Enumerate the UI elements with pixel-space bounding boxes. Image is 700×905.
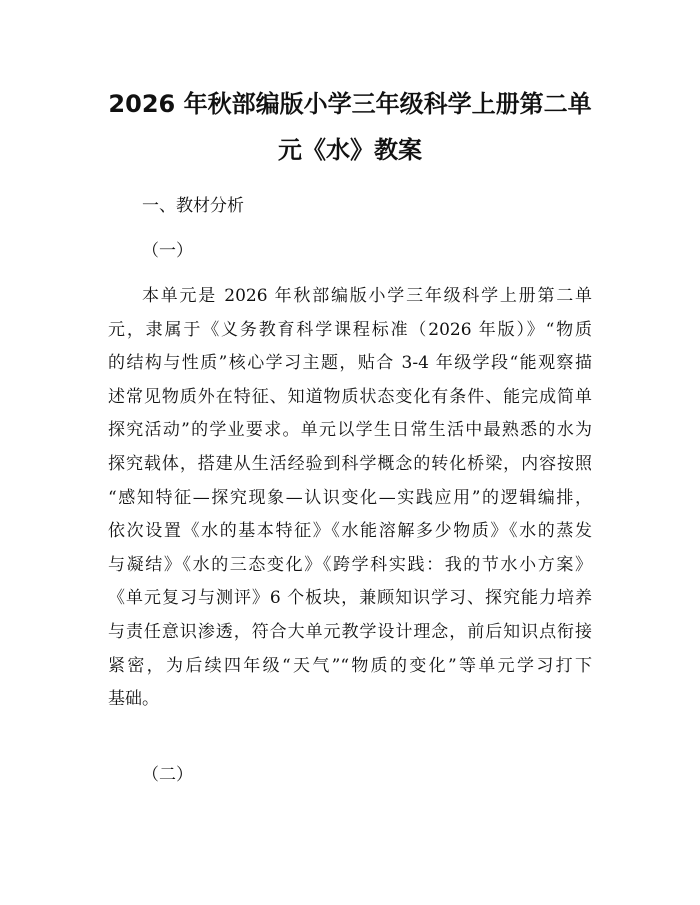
paragraph-line: 探究活动”的学业要求。单元以学生日常生活中最熟悉的水为: [108, 420, 592, 441]
paragraph-line: 紧密，为后续四年级“天气”“物质的变化”等单元学习打下: [108, 655, 592, 676]
document-title-line-2: 元《水》教案: [278, 136, 422, 164]
subsection-heading-1: （一）: [142, 241, 193, 261]
paragraph-line: 述常见物质外在特征、知道物质状态变化有条件、能完成简单: [108, 386, 592, 407]
section-heading-textbook-analysis: 一、教材分析: [142, 196, 244, 216]
document-title-line-1: 2026 年秋部编版小学三年级科学上册第二单: [108, 90, 592, 118]
body-paragraph: [108, 280, 592, 717]
paragraph-line: 《单元复习与测评》6 个板块，兼顾知识学习、探究能力培养: [108, 588, 592, 609]
subsection-heading-2: （二）: [142, 765, 193, 785]
paragraph-line: 的结构与性质”核心学习主题，贴合 3-4 年级学段“能观察描: [108, 353, 592, 374]
paragraph-line: 依次设置《水的基本特征》《水能溶解多少物质》《水的蒸发: [108, 521, 592, 542]
paragraph-line: 本单元是 2026 年秋部编版小学三年级科学上册第二单: [142, 286, 592, 306]
paragraph-line: 元，隶属于《义务教育科学课程标准（2026 年版）》“物质: [108, 319, 592, 340]
paragraph-line: 探究载体，搭建从生活经验到科学概念的转化桥梁，内容按照: [108, 453, 592, 474]
paragraph-line: 基础。: [108, 689, 159, 710]
paragraph-line: “感知特征—探究现象—认识变化—实践应用”的逻辑编排，: [108, 487, 592, 508]
paragraph-line: 与凝结》《水的三态变化》《跨学科实践：我的节水小方案》: [108, 554, 592, 575]
paragraph-line: 与责任意识渗透，符合大单元教学设计理念，前后知识点衔接: [108, 621, 592, 642]
